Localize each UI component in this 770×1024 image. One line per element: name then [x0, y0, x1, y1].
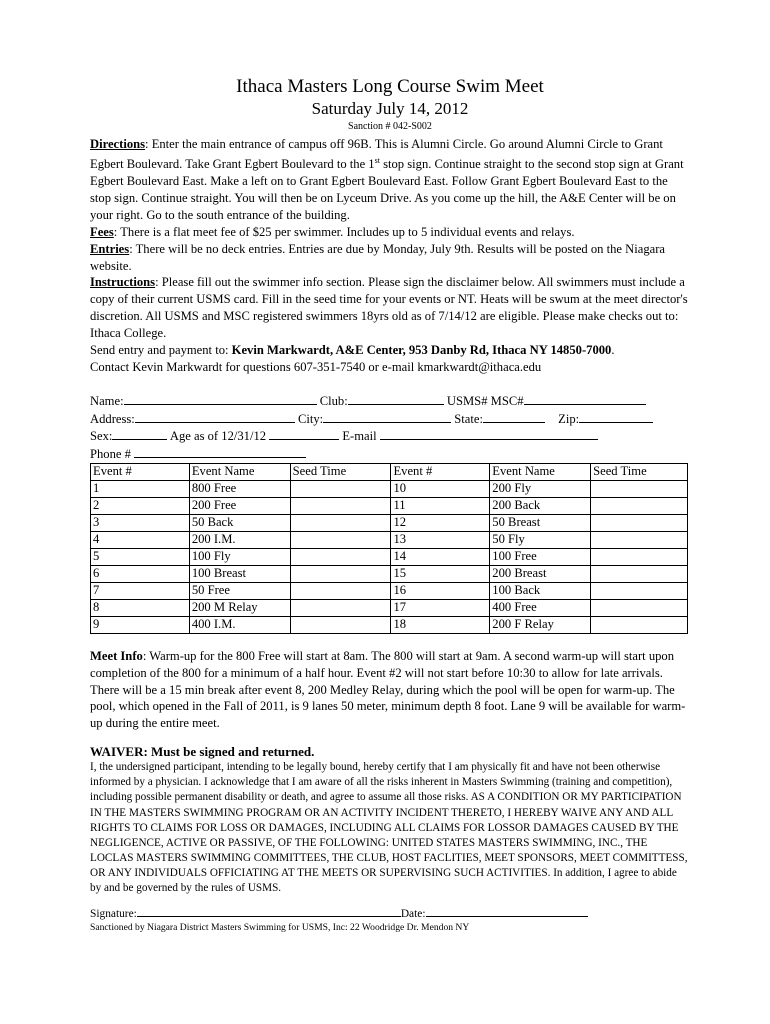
waiver-text: I, the undersigned participant, intending to be legally bound, hereby certify that I am physically fit and have not been otherwise informed by a physician. I acknowledge that I am aware of all the risks inherent in Masters Swimming (training and competition), including possible permanent disability or death, and agree to assume all those risks. AS A CONDITION OR MY PARTICIPATION IN THE MASTERS SWIMMING PROGRAM OR AN ACTIVITY INCIDENT THERETO, I HEREBY WAIVE ANY AND ALL RIGHTS TO CLAIMS FOR LOSS OR DAMAGES, INCLUDING ALL CLAIMS FOR LOSSOR DAMAGES CAUSED BY THE NEGLIGENCE, ACTIVE OR PASSIVE, OF THE FOLLOWING: UNITED STATES MASTERS SWIMMING, INC., THE LOCLAS MASTERS SWIMMING COMMITTEES, THE CLUB, HOST FACLITIES, MEET SPONSORS, MEET COMMITTESS, OR ANY INDIVIDUALS OFFICIATING AT THE MEETS OR SUPERVISING SUCH ACTIVITIES. In addition, I agree to abide by and be governed by the rules of USMS. — [90, 761, 688, 894]
seed-time-field[interactable] — [290, 565, 391, 582]
seed-time-field[interactable] — [290, 531, 391, 548]
event-name-cell: 200 Free — [189, 497, 290, 514]
seed-time-field[interactable] — [591, 616, 688, 633]
header-event-number: Event # — [91, 463, 190, 480]
event-number-cell: 4 — [91, 531, 190, 548]
event-name-cell: 200 I.M. — [189, 531, 290, 548]
seed-time-field[interactable] — [591, 582, 688, 599]
seed-time-field[interactable] — [290, 548, 391, 565]
event-number-cell: 10 — [391, 480, 490, 497]
page-title: Ithaca Masters Long Course Swim Meet — [236, 76, 544, 97]
event-number-cell: 3 — [91, 514, 190, 531]
seed-time-field[interactable] — [591, 565, 688, 582]
seed-time-field[interactable] — [591, 548, 688, 565]
seed-time-field[interactable] — [290, 582, 391, 599]
address-label: Address: — [90, 411, 135, 426]
table-row — [91, 599, 688, 616]
events-table — [90, 463, 688, 634]
send-address: Kevin Markwardt, A&E Center, 953 Danby Rd, Ithaca NY 14850-7000 — [231, 343, 612, 358]
header-event-number-2: Event # — [391, 463, 490, 480]
directions-text-1: Enter the main entrance of campus off 96B. This is Alumni Circle. Go around Alumni Circle to Grant Egbert Boulevard. Take Grant Egbert Boulevard to the 1 — [90, 137, 663, 172]
event-name-cell: 200 Fly — [490, 480, 591, 497]
name-label: Name: — [90, 393, 124, 408]
sex-field[interactable] — [112, 427, 167, 440]
event-number-cell: 8 — [91, 599, 190, 616]
entries-text: There will be no deck entries. Entries are due by Monday, July 9th. Results will be posted on the Niagara website. — [90, 241, 665, 273]
seed-time-field[interactable] — [290, 599, 391, 616]
meet-date: Saturday July 14, 2012 — [311, 99, 469, 118]
usms-field[interactable] — [524, 392, 646, 405]
form-row-phone — [90, 445, 690, 463]
signature-label: Signature: — [90, 908, 137, 921]
signature-field[interactable] — [137, 905, 401, 917]
send-paragraph — [90, 342, 690, 359]
header-event-name: Event Name — [189, 463, 290, 480]
table-row — [91, 565, 688, 582]
event-number-cell: 15 — [391, 565, 490, 582]
event-name-cell: 800 Free — [189, 480, 290, 497]
events-header-row — [91, 463, 688, 480]
table-row — [91, 548, 688, 565]
event-number-cell: 5 — [91, 548, 190, 565]
event-number-cell: 11 — [391, 497, 490, 514]
sex-label: Sex: — [90, 429, 113, 444]
event-number-cell: 17 — [391, 599, 490, 616]
waiver-heading: WAIVER: Must be signed and returned. — [90, 744, 315, 760]
events-body — [91, 480, 688, 633]
directions-superscript: st — [374, 155, 380, 165]
seed-time-field[interactable] — [591, 599, 688, 616]
header-seed-time-2: Seed Time — [591, 463, 688, 480]
seed-time-field[interactable] — [290, 480, 391, 497]
instructions-label: Instructions — [90, 275, 156, 290]
meet-info-label: Meet Info — [90, 648, 143, 663]
event-name-cell: 200 Breast — [490, 565, 591, 582]
address-field[interactable] — [135, 410, 295, 423]
date-label: Date: — [400, 908, 426, 921]
meet-info-text: Warm-up for the 800 Free will start at 8am. The 800 will start at 9am. A second warm-up will start upon completion of the 800 for a minimum of a half hour. Event #2 will not start before 10:30 to allow for late arrivals. There will be a 15 min break after event 8, 200 Medley Relay, during which the pool will be open for warm-up. The pool, which opened in the Fall of 2011, is 9 lanes 50 meter, minimum depth 8 foot. Lane 9 will be available for warm-up during the entire meet. — [90, 648, 686, 731]
send-suffix: . — [611, 343, 615, 358]
event-number-cell: 2 — [91, 497, 190, 514]
seed-time-field[interactable] — [290, 514, 391, 531]
table-row — [91, 616, 688, 633]
event-number-cell: 12 — [391, 514, 490, 531]
entries-paragraph: Entries: There will be no deck entries. Entries are due by Monday, July 9th. Results will be posted on the Niagara website. — [90, 241, 665, 273]
club-field[interactable] — [348, 392, 444, 405]
event-name-cell: 100 Free — [490, 548, 591, 565]
seed-time-field[interactable] — [591, 514, 688, 531]
event-number-cell: 7 — [91, 582, 190, 599]
event-number-cell: 14 — [391, 548, 490, 565]
event-name-cell: 200 F Relay — [490, 616, 591, 633]
instructions-paragraph: Instructions: Please fill out the swimmer info section. Please sign the disclaimer below. All swimmers must include a copy of their current USMS card. Fill in the seed time for your events or NT. Heats will be swum at the meet director's discretion. All USMS and MSC registered swimmers 18yrs old as of 7/14/12 are eligible. Please make checks out to: Ithaca College. — [90, 275, 688, 341]
entry-form-page — [90, 76, 690, 934]
instructions-text: Please fill out the swimmer info section. Please sign the disclaimer below. All swimmers must include a copy of their current USMS card. Fill in the seed time for your events or NT. Heats will be swum at the meet director's discretion. All USMS and MSC registered swimmers 18yrs old as of 7/14/12 are eligible. Please make checks out to: Ithaca College. — [90, 275, 688, 341]
email-label: E-mail — [342, 429, 377, 444]
signature-row — [90, 905, 690, 921]
state-field[interactable] — [483, 410, 545, 423]
directions-text-2: stop sign. Continue straight to the second stop sign at Grant Egbert Boulevard East. Make a left on to Grant Egbert Boulevard East. Follow Grant Egbert Boulevard East to the stop sign. Continue straight. You will then be on Lyceum Drive. As you come up the hill, the A&E Center will be on your right. Go to the south entrance of the building. — [90, 157, 684, 222]
club-label: Club: — [319, 393, 348, 408]
phone-label: Phone # — [90, 446, 131, 461]
table-row — [91, 497, 688, 514]
event-name-cell: 50 Fly — [490, 531, 591, 548]
state-label: State: — [454, 411, 483, 426]
form-row-name — [90, 392, 690, 410]
table-row — [91, 531, 688, 548]
event-name-cell: 400 I.M. — [189, 616, 290, 633]
event-name-cell: 50 Breast — [490, 514, 591, 531]
form-row-sex — [90, 427, 690, 445]
table-row — [91, 582, 688, 599]
fees-paragraph: Fees: There is a flat meet fee of $25 per swimmer. Includes up to 5 individual events and relays. — [90, 224, 575, 239]
phone-field[interactable] — [134, 445, 306, 458]
event-name-cell: 100 Fly — [189, 548, 290, 565]
contact-line: Contact Kevin Markwardt for questions 607-351-7540 or e-mail kmarkwardt@ithaca.edu — [90, 359, 542, 374]
entries-label: Entries — [90, 241, 130, 256]
fees-text: There is a flat meet fee of $25 per swimmer. Includes up to 5 individual events and relays. — [120, 224, 575, 239]
sanction-number: Sanction # 042-S002 — [348, 121, 432, 132]
name-field[interactable] — [124, 392, 317, 405]
usms-label: USMS# MSC# — [446, 393, 524, 408]
send-prefix: Send entry and payment to: — [90, 343, 232, 358]
seed-time-field[interactable] — [591, 497, 688, 514]
fees-label: Fees — [90, 224, 114, 239]
age-field[interactable] — [269, 427, 339, 440]
event-name-cell: 50 Free — [189, 582, 290, 599]
event-name-cell: 50 Back — [189, 514, 290, 531]
city-field[interactable] — [323, 410, 451, 423]
seed-time-field[interactable] — [591, 480, 688, 497]
city-label: City: — [297, 411, 324, 426]
event-name-cell: 200 Back — [490, 497, 591, 514]
directions-paragraph: Directions: Enter the main entrance of campus off 96B. This is Alumni Circle. Go around Alumni Circle to Grant Egbert Boulevard. Take Grant Egbert Boulevard to the 1st stop sign. Continue straight to the second stop sign at Grant Egbert Boulevard East. Make a left on to Grant Egbert Boulevard East. Follow Grant Egbert Boulevard East to the stop sign. Continue straight. You will then be on Lyceum Drive. As you come up the hill, the A&E Center will be on your right. Go to the south entrance of the building. — [90, 137, 684, 222]
footer-sanction: Sanctioned by Niagara District Masters Swimming for USMS, Inc: 22 Woodridge Dr. Mendon NY — [90, 922, 470, 934]
table-row — [91, 480, 688, 497]
event-number-cell: 13 — [391, 531, 490, 548]
seed-time-field[interactable] — [591, 531, 688, 548]
event-name-cell: 100 Breast — [189, 565, 290, 582]
header-seed-time: Seed Time — [290, 463, 391, 480]
event-number-cell: 18 — [391, 616, 490, 633]
event-name-cell: 200 M Relay — [189, 599, 290, 616]
event-name-cell: 100 Back — [490, 582, 591, 599]
seed-time-field[interactable] — [290, 616, 391, 633]
meet-info-paragraph: Meet Info: Warm-up for the 800 Free will start at 8am. The 800 will start at 9am. A second warm-up will start upon completion of the 800 for a minimum of a half hour. Event #2 will not start before 10:30 to allow for late arrivals. There will be a 15 min break after event 8, 200 Medley Relay, during which the pool will be open for warm-up. The pool, which opened in the Fall of 2011, is 9 lanes 50 meter, minimum depth 8 foot. Lane 9 will be available for warm-up during the entire meet. — [90, 648, 686, 731]
event-number-cell: 9 — [91, 616, 190, 633]
zip-field[interactable] — [579, 410, 653, 423]
email-field[interactable] — [380, 427, 598, 440]
form-row-address — [90, 410, 690, 428]
event-name-cell: 400 Free — [490, 599, 591, 616]
zip-label: Zip: — [558, 411, 580, 426]
seed-time-field[interactable] — [290, 497, 391, 514]
directions-label: Directions — [90, 137, 146, 151]
age-label: Age as of 12/31/12 — [169, 429, 267, 444]
header-event-name-2: Event Name — [490, 463, 591, 480]
date-field[interactable] — [426, 905, 588, 917]
event-number-cell: 6 — [91, 565, 190, 582]
table-row — [91, 514, 688, 531]
event-number-cell: 16 — [391, 582, 490, 599]
event-number-cell: 1 — [91, 480, 190, 497]
